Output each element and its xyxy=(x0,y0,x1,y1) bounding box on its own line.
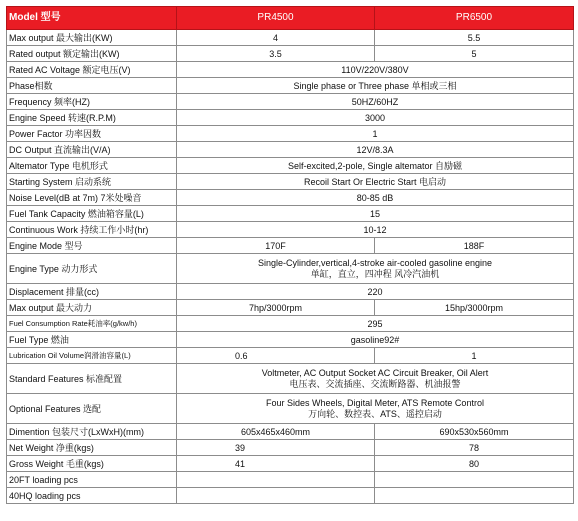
row-label: Max output 最大输出(KW) xyxy=(7,30,177,46)
row-label: Fuel Tank Capacity 燃油箱容量(L) xyxy=(7,206,177,222)
row-label: Power Factor 功率因数 xyxy=(7,126,177,142)
model-b-header: PR6500 xyxy=(375,7,574,30)
model-b-value xyxy=(375,472,574,488)
spec-table xyxy=(6,6,574,504)
table-row xyxy=(7,62,574,78)
row-label: Net Weight 净重(kgs) xyxy=(7,440,177,456)
table-row xyxy=(7,126,574,142)
shared-value: 295 xyxy=(177,316,574,332)
table-row xyxy=(7,284,574,300)
table-row xyxy=(7,190,574,206)
row-label: 40HQ loading pcs xyxy=(7,488,177,504)
row-label: Fuel Type 燃油 xyxy=(7,332,177,348)
header-row xyxy=(7,7,574,30)
table-row xyxy=(7,300,574,316)
value-line-english: Voltmeter, AC Output Socket AC Circuit Breaker, Oil Alert xyxy=(261,367,489,378)
value-line-chinese: 万向轮、数控表、ATS、遥控启动 xyxy=(308,408,442,419)
table-row xyxy=(7,30,574,46)
row-label: Optional Features 选配 xyxy=(7,394,177,424)
table-row xyxy=(7,440,574,456)
value-line-english: Single-Cylinder,vertical,4-stroke air-cooled gasoline engine xyxy=(257,257,493,268)
shared-value: gasoline92# xyxy=(177,332,574,348)
table-row xyxy=(7,364,574,394)
row-label: Displacement 排量(cc) xyxy=(7,284,177,300)
row-label: Standard Features 标准配置 xyxy=(7,364,177,394)
row-label: Rated AC Voltage 额定电压(V) xyxy=(7,62,177,78)
model-b-value: 80 xyxy=(375,456,574,472)
shared-value xyxy=(177,254,574,284)
table-row xyxy=(7,456,574,472)
value-line-chinese: 电压表、交流插座、交流断路器、机油报警 xyxy=(289,378,461,389)
table-row xyxy=(7,238,574,254)
shared-value: Recoil Start Or Electric Start 电启动 xyxy=(177,174,574,190)
model-b-value: 5.5 xyxy=(375,30,574,46)
shared-value: 80-85 dB xyxy=(177,190,574,206)
shared-value: 50HZ/60HZ xyxy=(177,94,574,110)
shared-value: 1 xyxy=(177,126,574,142)
model-b-value: 188F xyxy=(375,238,574,254)
model-a-value: 605x465x460mm xyxy=(177,424,375,440)
model-a-value: 4 xyxy=(177,30,375,46)
value-line-english: Four Sides Wheels, Digital Meter, ATS Remote Control xyxy=(266,397,484,408)
row-label: Altemator Type 电机形式 xyxy=(7,158,177,174)
table-row xyxy=(7,254,574,284)
shared-value: 12V/8.3A xyxy=(177,142,574,158)
model-b-value: 15hp/3000rpm xyxy=(375,300,574,316)
value-line-chinese: 单缸，直立，四冲程 风冷汽油机 xyxy=(310,268,440,279)
table-row xyxy=(7,316,574,332)
row-label: 20FT loading pcs xyxy=(7,472,177,488)
table-row xyxy=(7,158,574,174)
shared-value: 10-12 xyxy=(177,222,574,238)
row-label: Engine Type 动力形式 xyxy=(7,254,177,284)
model-a-header: PR4500 xyxy=(177,7,375,30)
row-label: Fuel Consumption Rate耗油率(g/kw/h) xyxy=(7,316,177,332)
row-label: Dimention 包装尺寸(LxWxH)(mm) xyxy=(7,424,177,440)
table-row xyxy=(7,472,574,488)
row-label: Starting System 启动系统 xyxy=(7,174,177,190)
table-row xyxy=(7,332,574,348)
table-row xyxy=(7,206,574,222)
model-b-value: 1 xyxy=(375,348,574,364)
model-b-value xyxy=(375,488,574,504)
table-row xyxy=(7,424,574,440)
row-label: Rated output 额定输出(KW) xyxy=(7,46,177,62)
model-header-label: Model 型号 xyxy=(7,7,177,30)
model-a-value: 3.5 xyxy=(177,46,375,62)
shared-value: 15 xyxy=(177,206,574,222)
shared-value: Single phase or Three phase 单相或三相 xyxy=(177,78,574,94)
model-b-value: 5 xyxy=(375,46,574,62)
model-a-value xyxy=(177,472,375,488)
model-b-value: 78 xyxy=(375,440,574,456)
table-row xyxy=(7,394,574,424)
table-row xyxy=(7,142,574,158)
row-label: Gross Weight 毛重(kgs) xyxy=(7,456,177,472)
table-row xyxy=(7,46,574,62)
row-label: Continuous Work 持续工作小时(hr) xyxy=(7,222,177,238)
row-label: Engine Mode 型号 xyxy=(7,238,177,254)
shared-value: 110V/220V/380V xyxy=(177,62,574,78)
model-a-value: 0.6 xyxy=(177,348,375,364)
table-row xyxy=(7,78,574,94)
row-label: Noise Level(dB at 7m) 7米处噪音 xyxy=(7,190,177,206)
row-label: Phase相数 xyxy=(7,78,177,94)
table-row xyxy=(7,174,574,190)
table-row xyxy=(7,348,574,364)
shared-value xyxy=(177,364,574,394)
model-a-value: 170F xyxy=(177,238,375,254)
table-row xyxy=(7,110,574,126)
row-label: Lubrication Oil Volume润滑油容量(L) xyxy=(7,348,177,364)
table-row xyxy=(7,94,574,110)
row-label: DC Output 直流输出(V/A) xyxy=(7,142,177,158)
table-row xyxy=(7,488,574,504)
row-label: Max output 最大动力 xyxy=(7,300,177,316)
row-label: Frequency 频率(HZ) xyxy=(7,94,177,110)
model-a-value xyxy=(177,488,375,504)
shared-value: Self-excited,2-pole, Single altemator 自励磁 xyxy=(177,158,574,174)
model-a-value: 41 xyxy=(177,456,375,472)
model-a-value: 7hp/3000rpm xyxy=(177,300,375,316)
model-b-value: 690x530x560mm xyxy=(375,424,574,440)
table-row xyxy=(7,222,574,238)
shared-value: 220 xyxy=(177,284,574,300)
row-label: Engine Speed 转速(R.P.M) xyxy=(7,110,177,126)
shared-value: 3000 xyxy=(177,110,574,126)
shared-value xyxy=(177,394,574,424)
model-a-value: 39 xyxy=(177,440,375,456)
